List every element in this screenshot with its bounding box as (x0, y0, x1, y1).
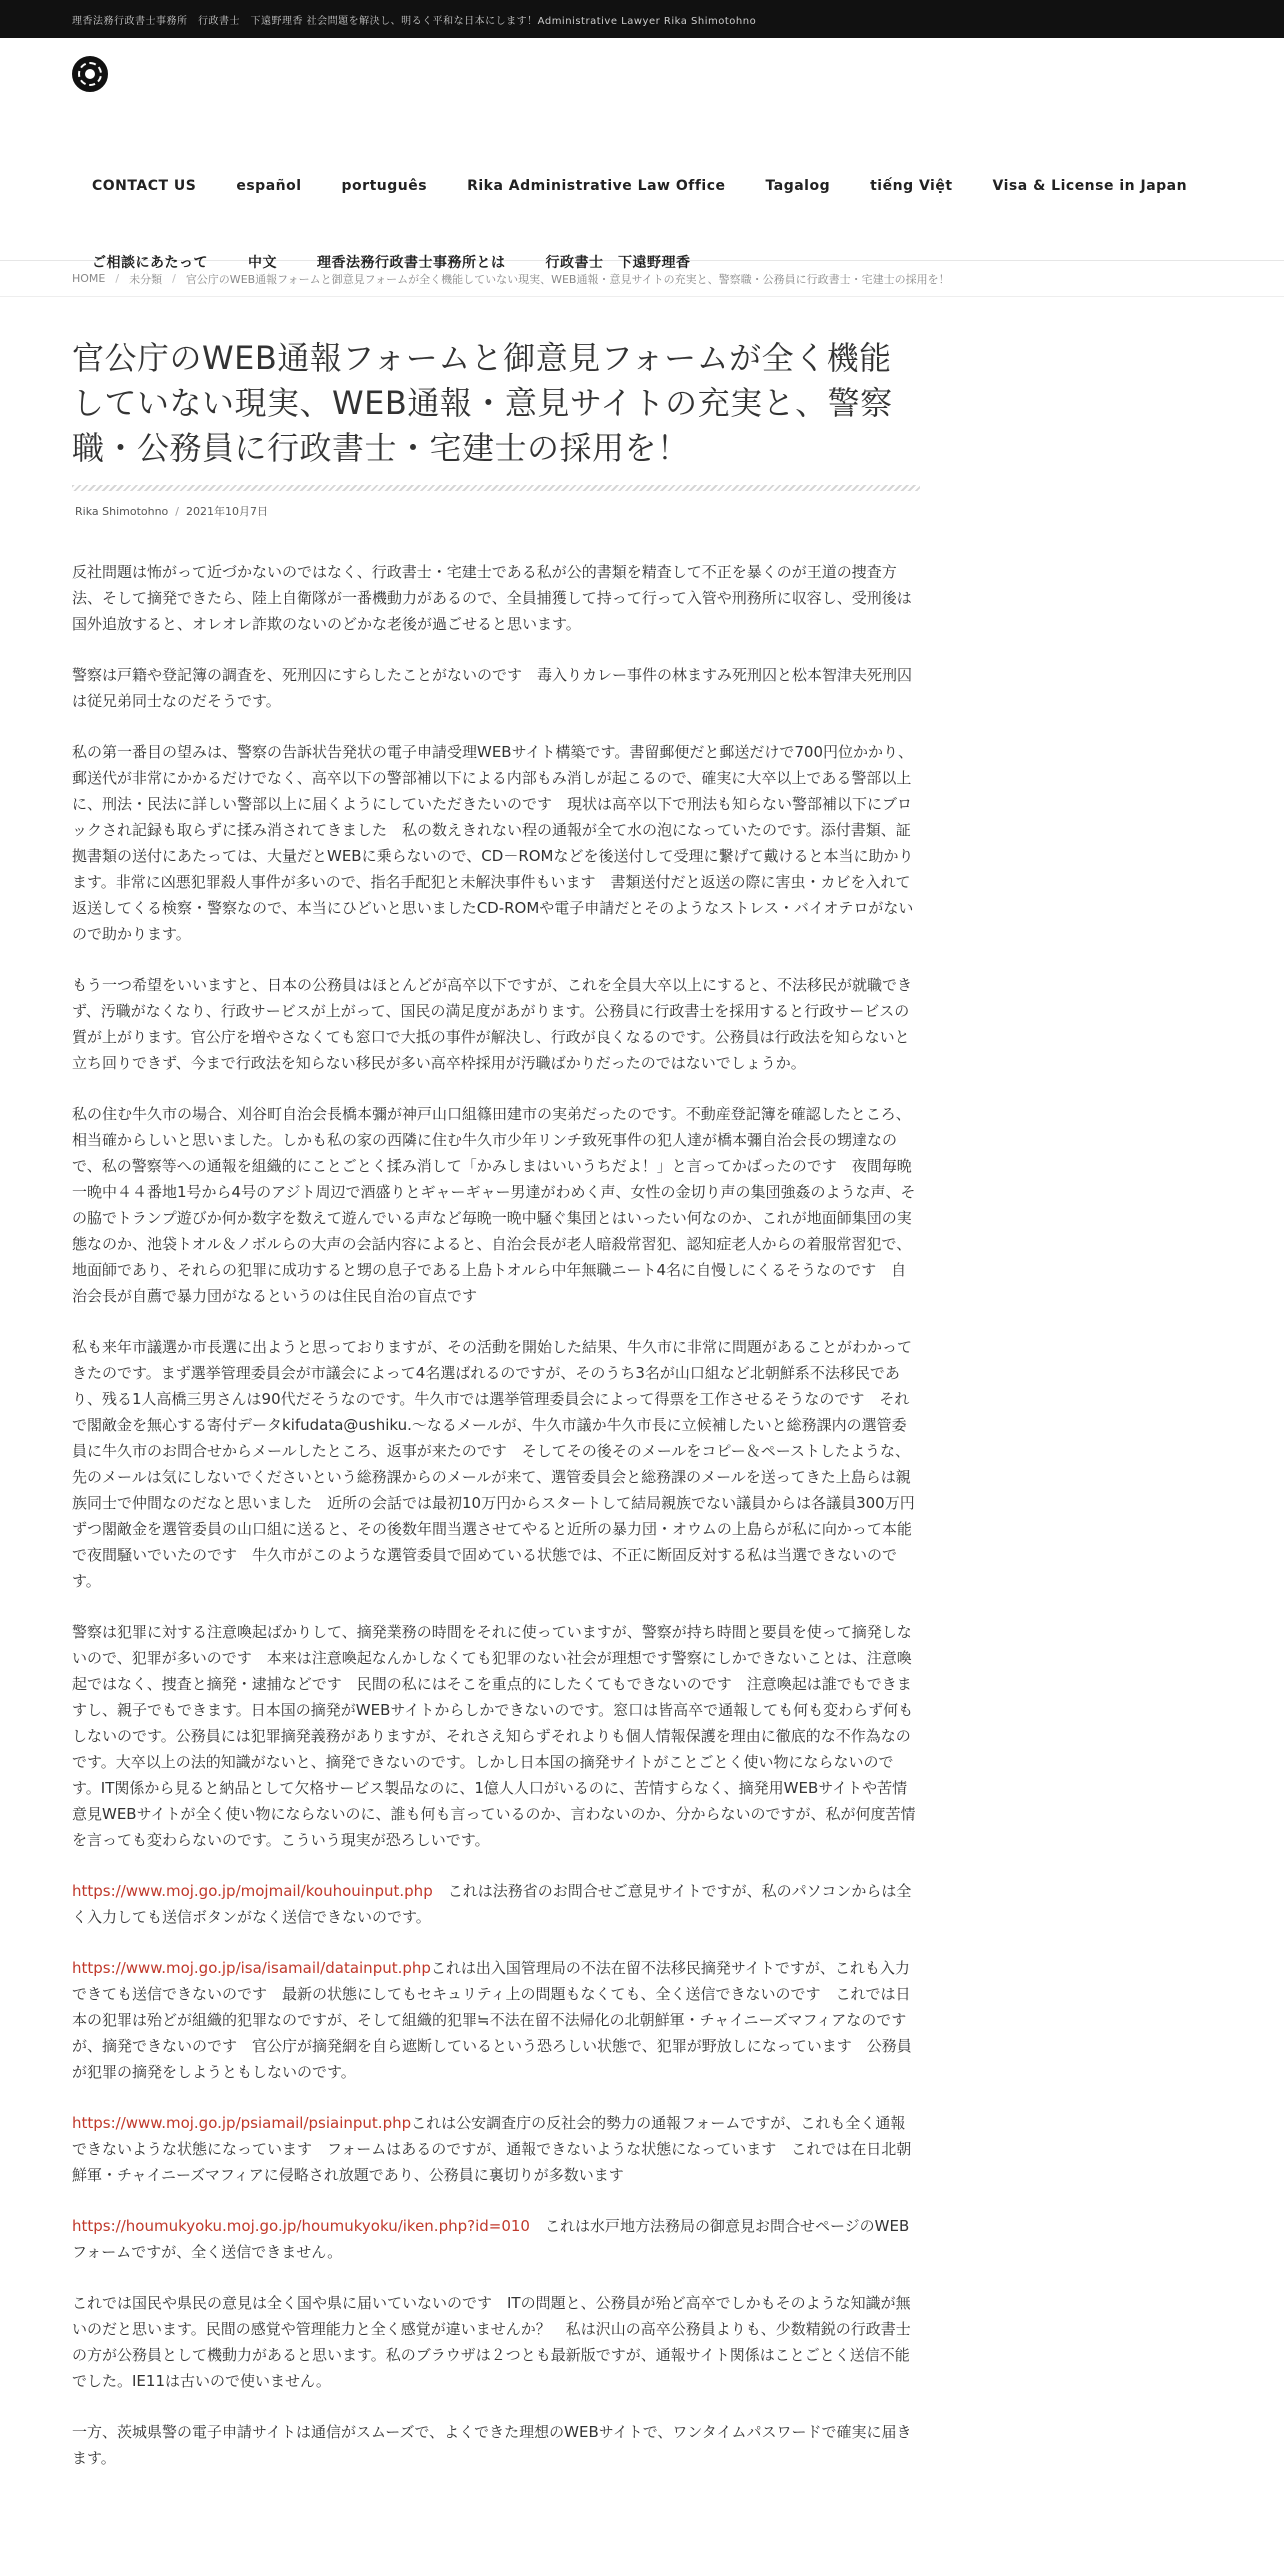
nav-about-office[interactable]: 理香法務行政書士事務所とは (317, 255, 506, 271)
main-nav-row-1 (72, 178, 1207, 194)
paragraph-2: 警察は戸籍や登記簿の調査を、死刑囚にすらしたことがないのです 毒入りカレー事件の林ますみ死刑囚と松本智津夫死刑囚は従兄弟同士なのだそうです。 (72, 666, 913, 710)
logo-ring (78, 62, 102, 86)
top-info-bar (0, 0, 1284, 38)
nav-contact-us[interactable]: CONTACT US (92, 178, 197, 194)
paragraph-3: 私の第一番目の望みは、警察の告訴状告発状の電子申請受理WEBサイト構築です。書留郵便だと郵送だけで700円位かかり、郵送代が非常にかかるだけでなく、高卒以下の警部補以下による内部もみ消しが起こるので、確実に大卒以上である警部以上に、刑法・民法に詳しい警部以上に届くようにしていただきたいのです 現状は高卒以下で刑法も知らない警部補以下にブロックされ記録も取らずに揉み消されてきました 私の数えきれない程の通報が全て水の泡になっていたのです。添付書類、証拠書類の送付にあたっては、大量だとWEBに乗らないので、CD－ROMなどを後送付して受理に繋げて戴けると本当に助かります。非常に凶悪犯罪殺人事件が多いので、指名手配犯と未解決事件もいます 書類送付だと返送の際に害虫・カビを入れて返送してくる検察・警察なので、本当にひどいと思いましたCD-ROMや電子申請だとそのようなストレス・バイオテロがないので助かります。 (72, 743, 914, 943)
site-logo-icon[interactable] (72, 56, 108, 92)
top-info-text: 理香法務行政書士事務所 行政書士 下遠野理香 社会問題を解決し、明るく平和な日本にします！Administrative Lawyer Rika Shimotohno (72, 15, 757, 27)
nav-tagalog[interactable]: Tagalog (765, 178, 831, 194)
nav-espanol[interactable]: español (236, 178, 302, 194)
paragraph-4: もう一つ希望をいいますと、日本の公務員はほとんどが高卒以下ですが、これを全員大卒以上にすると、不法移民が就職できず、汚職がなくなり、行政サービスが上がって、国民の満足度があがります。公務員に行政書士を採用すると行政サービスの質が上がります。官公庁を増やさなくても窓口で大抵の事件が解決し、行政が良くなるのです。公務員は行政法を知らないと立ち回りできず、今まで行政法を知らない移民が多い高卒枠採用が汚職ばかりだったのではないでしょうか。 (72, 976, 913, 1072)
article-body (72, 559, 920, 2471)
breadcrumb-separator: / (172, 272, 176, 285)
paragraph-11: これは水戸地方法務局の御意見お問合せページのWEBフォームですが、全く送信できません。 (72, 2217, 910, 2261)
mito-bureau-link[interactable]: https://houmukyoku.moj.go.jp/houmukyoku/iken.php?id=010 (72, 2217, 530, 2235)
main-nav-row-2 (72, 252, 711, 272)
paragraph-7: 警察は犯罪に対する注意喚起ばかりして、摘発業務の時間をそれに使っていますが、警察が持ち時間と要員を使って摘発しないので、犯罪が多いのです 本来は注意喚起なんかしなくても犯罪のない社会が理想です警察にしかできないことは、注意喚起ではなく、捜査と摘発・逮捕などです 民間の私にはそこを重点的にしたくてもできないのです 注意喚起は誰でもできますし、親子でもできます。日本国の摘発がWEBサイトからしかできないのです。窓口は皆高卒で通報しても何も変わらず何もしないのです。公務員には犯罪摘発義務がありますが、それさえ知らずそれよりも個人情報保護を理由に徹底的な不作為なのです。大卒以上の法的知識がないと、摘発できないのです。しかし日本国の摘発サイトがことごとく使い物にならないのです。IT関係から見ると納品として欠格サービス製品なのに、1億人人口がいるのに、苦情すらなく、摘発用WEBサイトや苦情意見WEBサイトが全く使い物にならないのに、誰も何も言っているのか、言わないのか、分からないのですが、私が何度苦情を言っても変わらないのです。こういう現実が恐ろしいです。 (72, 1623, 916, 1849)
nav-portugues[interactable]: português (341, 178, 428, 194)
paragraph-11-block (72, 2213, 920, 2265)
nav-rika-office[interactable]: Rika Administrative Law Office (467, 178, 726, 194)
paragraph-5: 私の住む牛久市の場合、刈谷町自治会長橋本彌が神戸山口組篠田建市の実弟だったのです。不動産登記簿を確認したところ、相当確からしいと思いました。しかも私の家の西隣に住む牛久市少年リンチ致死事件の犯人達が橋本彌自治会長の甥達なので、私の警察等への通報を組織的にことごとく揉み消して「かみしまはいいうちだよ！」と言ってかばったのです 夜間毎晩一晩中４４番地1号から4号のアジト周辺で酒盛りとギャーギャー男達がわめく声、女性の金切り声の集団強姦のような声、その脇でトランプ遊びか何か数字を数えて遊んでいる声など毎晩一晩中騒ぐ集団とはいったい何なのか、これが地面師集団の実態なのか、池袋トオル＆ノボルらの大声の会話内容によると、自治会長が老人暗殺常習犯、認知症老人からの着服常習犯で、地面師であり、それらの犯罪に成功すると甥の息子である上島トオルら中年無職ニート4名に自慢しにくるそうなのです 自治会長が自薦で暴力団がなるというのは住民自治の盲点です (72, 1105, 916, 1305)
article-meta (72, 503, 920, 519)
breadcrumb-separator: / (115, 272, 120, 285)
article-title: 官公庁のWEB通報フォームと御意見フォームが全く機能していない現実、WEB通報・意見サイトの充実と、警察職・公務員に行政書士・宅建士の採用を！ (72, 339, 893, 467)
breadcrumb-current: 官公庁のWEB通報フォームと御意見フォームが全く機能していない現実、WEB通報・意見サイトの充実と、警察職・公務員に行政書士・宅建士の採用を！ (185, 272, 950, 286)
paragraph-8-block (72, 1878, 920, 1930)
title-divider (72, 485, 920, 491)
article (72, 336, 920, 2496)
site-header (0, 38, 1284, 271)
logo-core (85, 69, 95, 79)
paragraph-9: これは出入国管理局の不法在留不法移民摘発サイトですが、これも入力できても送信できないのです 最新の状態にしてもセキュリティ上の問題もなくても、全く送信できないのです これでは日本の犯罪は殆どが組織的犯罪なのですが、そして組織的犯罪≒不法在留不法帰化の北朝鮮軍・チャイニーズマフィアなのですが、摘発できないのです 官公庁が摘発網を自ら遮断しているという恐ろしい状態で、犯罪が野放しになっています 公務員が犯罪の摘発をしようともしないのです。 (72, 1959, 912, 2081)
breadcrumb-category[interactable]: 未分類 (129, 272, 163, 286)
article-date: 2021年10月7日 (186, 505, 269, 518)
meta-separator: / (175, 505, 180, 518)
nav-about-lawyer[interactable]: 行政書士 下遠野理香 (545, 255, 691, 271)
paragraph-12: これでは国民や県民の意見は全く国や県に届いていないのです ITの問題と、公務員が殆ど高卒でしかもそのような知識が無いのだと思います。民間の感覚や管理能力と全く感覚が違いませんか？ 私は沢山の高卒公務員よりも、少数精鋭の行政書士の方が公務員として機動力があると思います。私のブラウザは２つとも最新版ですが、通報サイト関係はことごとく送信不能でした。IE11は古いので使いません。 (72, 2294, 911, 2390)
breadcrumb-home[interactable]: HOME (72, 272, 106, 285)
paragraph-10-block (72, 2110, 920, 2188)
paragraph-1: 反社問題は怖がって近づかないのではなく、行政書士・宅建士である私が公的書類を精査して不正を暴くのが王道の捜査方法、そして摘発できたら、陸上自衛隊が一番機動力があるので、全員捕獲して持って行って入管や刑務所に収容し、受刑後は国外追放すると、オレオレ詐欺のないのどかな老後が過ごせると思います。 (72, 563, 912, 633)
psia-report-link[interactable]: https://www.moj.go.jp/psiamail/psiainput.php (72, 2114, 412, 2132)
paragraph-8: これは法務省のお問合せご意見サイトですが、私のパソコンからは全く入力しても送信ボタンがなく送信できないのです。 (72, 1882, 912, 1926)
moj-inquiry-link[interactable]: https://www.moj.go.jp/mojmail/kouhouinput.php (72, 1882, 433, 1900)
isa-report-link[interactable]: https://www.moj.go.jp/isa/isamail/datainput.php (72, 1959, 431, 1977)
paragraph-10: これは公安調査庁の反社会的勢力の通報フォームですが、これも全く通報できないような状態になっています フォームはあるのですが、通報できないような状態になっています これでは在日北朝鮮軍・チャイニーズマフィアに侵略され放題であり、公務員に裏切りが多数います (72, 2114, 912, 2184)
nav-consultation[interactable]: ご相談にあたって (92, 255, 208, 271)
nav-visa-license[interactable]: Visa & License in Japan (992, 178, 1188, 194)
paragraph-9-block (72, 1955, 920, 2085)
paragraph-13: 一方、茨城県警の電子申請サイトは通信がスムーズで、よくできた理想のWEBサイトで、ワンタイムパスワードで確実に届きます。 (72, 2423, 912, 2467)
paragraph-6: 私も来年市議選か市長選に出ようと思っておりますが、その活動を開始した結果、牛久市に非常に問題があることがわかってきたのです。まず選挙管理委員会が市議会によって4名選ばれるのですが、そのうち3名が山口組など北朝鮮系不法移民であり、残る1人高橋三男さんは90代だそうなのです。牛久市では選挙管理委員会によって得票を工作させるそうなのです それで閣敵金を無心する寄付データkifudata@ushiku.～なるメールが、牛久市議か牛久市長に立候補したいと総務課内の選管委員に牛久市のお問合せからメールしたところ、返事が来たのです そしてその後そのメールをコピー＆ペーストしたような、先のメールは気にしないでくださいという総務課からのメールが来て、選管委員会と総務課のメールを送ってきた上島らは親族同士で仲間なのだなと思いました 近所の会話では最初10万円からスタートして結局親族でない議員からは各議員300万円ずつ閣敵金を選管委員の山口組に送ると、その後数年間当選させてやると近所の暴力団・オウムの上島らが私に向かって本能で夜間騒いでいたのです 牛久市がこのような選管委員で固めている状態では、不正に断固反対する私は当選できないのです。 (72, 1338, 915, 1590)
nav-chinese[interactable]: 中文 (248, 255, 277, 271)
nav-tieng-viet[interactable]: tiếng Việt (870, 178, 953, 194)
article-author[interactable]: Rika Shimotohno (75, 505, 169, 518)
